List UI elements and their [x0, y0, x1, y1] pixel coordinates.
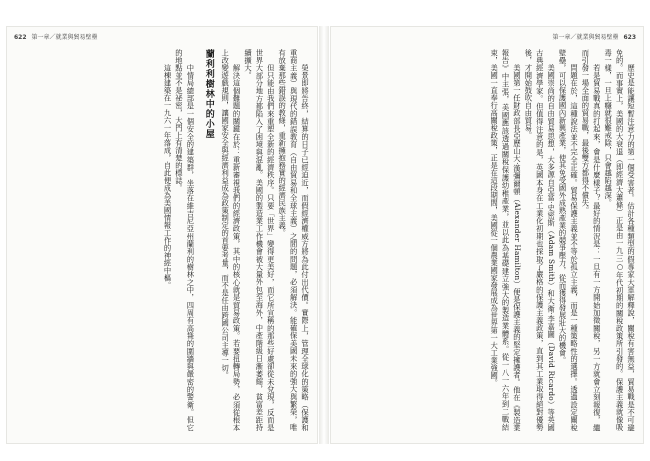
left-running-header — [11, 32, 97, 44]
left-paragraph-2: 但只能由我們來重塑全新的經濟秩序。只要「世界」變得更美好，而它所宣稱的那些好處卻從未兌現，反而是世界大部分地方都陷入了困境與混亂。美國的製造業工作機會被大量外包至海外，中產階級日漸萎縮，貧富差距持續擴大。 — [243, 49, 276, 431]
section-heading: 蘭利利樹林中的小屋 — [203, 49, 214, 139]
right-paragraph-2: 若是貿易戰真的打起來，會是什麼樣子？最好的情況是：一旦有一方開始加徵關稅，另一方就會立刻報復，繼而引發一場全面的貿易戰，最後雙方都得不償失。 — [581, 49, 602, 431]
left-page — [6, 26, 318, 444]
right-paragraph-3: 問題在於，這種說法並不完全正確。貿易保護主義並不等於孤立主義，而是一種策略性的選擇。透過設定關稅壁壘，可以保護國內新興產業，使其免受國外成熟產業的競爭壓力，從而獲得發展壯大的機會。 — [558, 49, 579, 431]
right-running-head: 第一章／就業與貿易壁壘 — [552, 34, 619, 41]
right-paragraph-4: 美國崇尚的自由貿易思想，大多源自亞當·史密斯（Adam Smith）和大衛·李嘉圖（David Ricardo）等英國古典經濟學家。但值得注意的是，英國本身在工業化初期也採取了嚴格的保護主義政策，直到其工業取得絕對優勢後，才開始鼓吹自由貿易。 — [524, 49, 557, 431]
right-paragraph-1: 歷史是能讓短暫注意力的第一個受害者。估計各種類型的假專家大軍解釋說，關稅有害無益，貿易戰是不可避免的。而事實上，美國的大衰退（即經濟大蕭條）正是由一九三○年代初期的關稅政策所引發的。保護主義就像吸毒一樣，一旦上癮就很難戒除，只會越陷越深。 — [604, 49, 636, 431]
left-running-head: 第一章／就業與貿易壁壘 — [31, 34, 98, 41]
left-body-text — [15, 49, 311, 431]
right-body-text — [339, 49, 637, 431]
section-paragraph-1: 中情局總部是一個安全的建築群，坐落在維吉尼亞州蘭利的樹林之中，四周有高聳的圍牆與嚴密的警衛。但它的地點並不是祕密，大門上有清楚的標誌。 — [174, 49, 196, 431]
book-gutter — [319, 26, 329, 444]
right-paragraph-5: 美國第一任財政部長亞歷山大·漢彌爾頓（Alexander Hamilton）便是保護主義的堅定擁護者。他在《製造業報告》中主張，美國應該透過關稅保護幼稚產業，並以此為基礎建立強大的製造業體系。從一八一六年到二戰結束，美國一直奉行高關稅政策，正是在這段期間，美國從一個農業國家發展成為世界第一大工業強國。 — [490, 49, 522, 431]
left-paragraph-1: 榮景即將告終，結算的日子已經迫近，而假經濟權威方將為此付出代價。實際上，管理全球化的策略（保護和重商主義）與現代的錯誤教育（自由貿易和全球主義）之間的問題，必須解決。能確保美國未來的強大與繁榮，唯有放棄那些錯誤的教條，重新擁抱務實的經濟民族主義。 — [278, 49, 310, 431]
section-paragraph-2: 這棟建築在一九六一年落成，自此便成為美國情報工作的神經中樞。 — [163, 63, 173, 289]
left-page-number: 622 — [14, 34, 27, 41]
right-page — [330, 26, 644, 444]
right-page-number: 623 — [623, 34, 636, 41]
right-running-header — [553, 32, 639, 44]
left-paragraph-3: 解決這個難題的關鍵在於：重新審視我們的經濟政策，其中的核心就是貿易政策。若要扭轉局勢，必須從根本上改變遊戲規則，讓國家安全與經濟利益成為政策制定的首要考量，而不是任由跨國公司主導一切。 — [221, 49, 242, 431]
